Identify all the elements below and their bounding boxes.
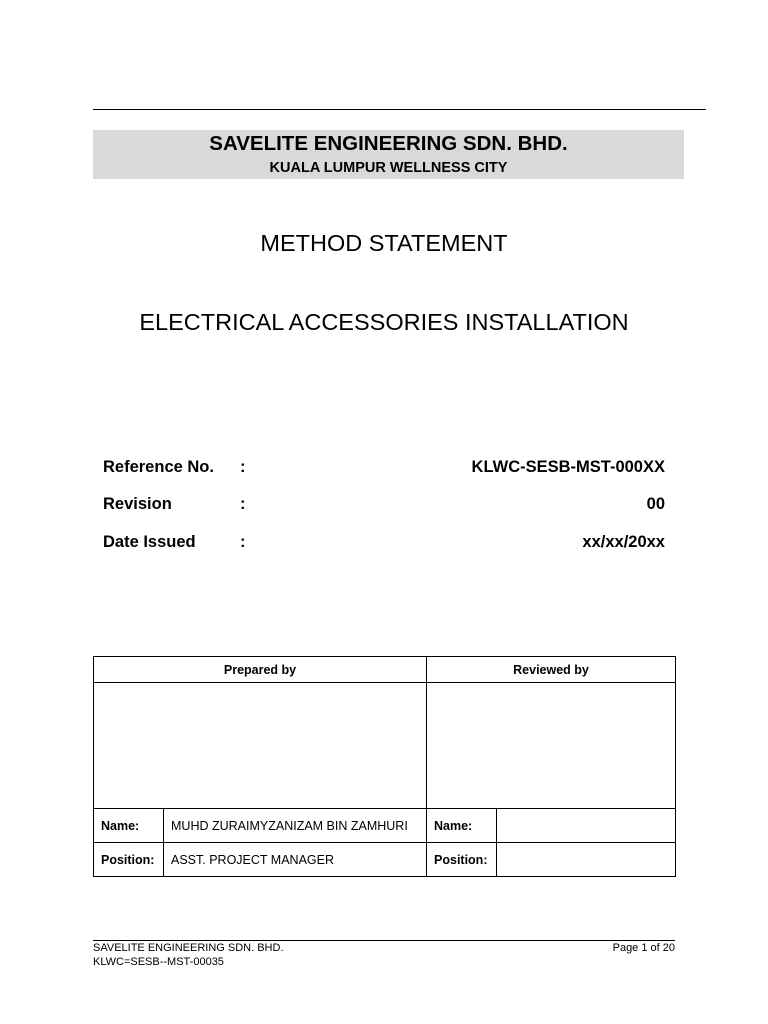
reviewed-position-value[interactable] <box>497 843 676 877</box>
signature-row <box>94 683 676 809</box>
document-type-title: METHOD STATEMENT <box>260 230 508 256</box>
reviewed-name-value[interactable] <box>497 809 676 843</box>
meta-value: KLWC-SESB-MST-000XX <box>471 458 665 476</box>
meta-row-date-issued <box>103 531 665 553</box>
meta-value: 00 <box>646 495 665 513</box>
meta-colon: : <box>240 533 246 551</box>
prepared-signature-cell[interactable] <box>94 683 427 809</box>
footer-left <box>93 942 284 969</box>
reviewed-position-label: Position: <box>427 843 497 877</box>
signoff-table <box>93 656 676 877</box>
meta-value: xx/xx/20xx <box>582 533 665 551</box>
prepared-position-value: ASST. PROJECT MANAGER <box>164 843 427 877</box>
project-name: KUALA LUMPUR WELLNESS CITY <box>269 160 508 176</box>
footer-company: SAVELITE ENGINEERING SDN. BHD. <box>93 942 284 954</box>
meta-row-revision <box>103 493 665 515</box>
prepared-name-value: MUHD ZURAIMYZANIZAM BIN ZAMHURI <box>164 809 427 843</box>
company-banner <box>93 130 684 179</box>
prepared-name-label: Name: <box>94 809 164 843</box>
meta-colon: : <box>240 495 246 513</box>
footer-doc-code: KLWC=SESB--MST-00035 <box>93 955 224 968</box>
prepared-position-label: Position: <box>94 843 164 877</box>
reviewed-signature-cell[interactable] <box>427 683 676 809</box>
position-row <box>94 843 676 877</box>
reviewed-by-header: Reviewed by <box>427 657 676 683</box>
meta-label: Date Issued <box>103 533 196 551</box>
meta-label: Reference No. <box>103 458 214 476</box>
meta-colon: : <box>240 458 246 476</box>
meta-label: Revision <box>103 495 172 513</box>
reviewed-name-label: Name: <box>427 809 497 843</box>
signoff-header-row <box>94 657 676 683</box>
prepared-by-header: Prepared by <box>94 657 427 683</box>
footer-rule <box>93 940 675 941</box>
header-rule <box>93 109 706 110</box>
name-row <box>94 809 676 843</box>
company-name: SAVELITE ENGINEERING SDN. BHD. <box>209 132 568 155</box>
meta-row-reference <box>103 456 665 478</box>
footer-page-number: Page 1 of 20 <box>612 942 675 954</box>
document-subject-title: ELECTRICAL ACCESSORIES INSTALLATION <box>139 309 629 335</box>
